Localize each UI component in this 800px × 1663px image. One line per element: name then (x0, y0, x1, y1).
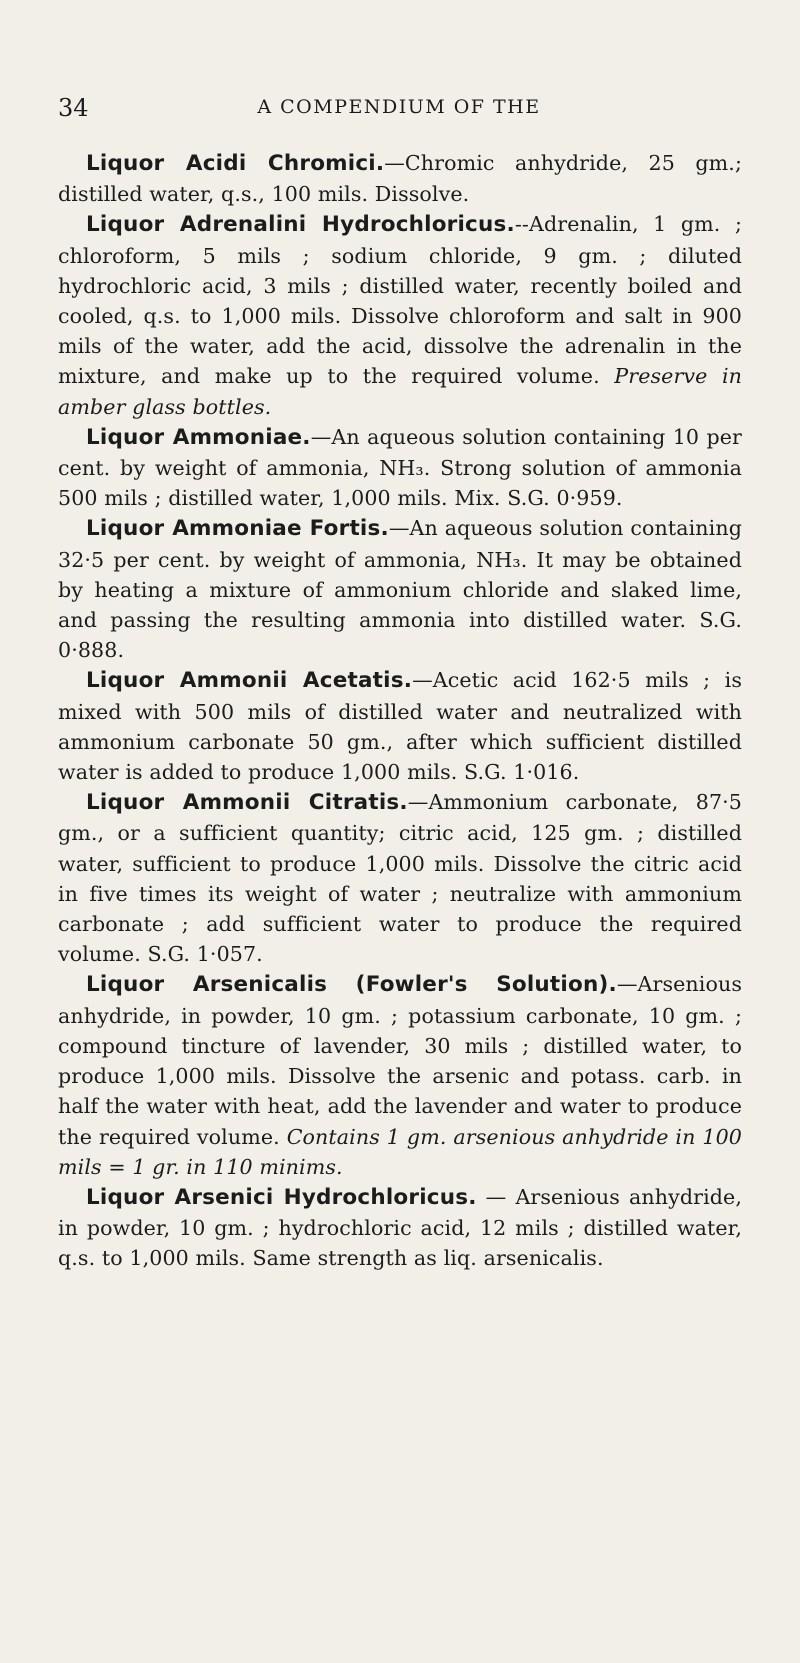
entry-liquor-ammonii-acetatis (58, 665, 742, 787)
entry-headword: Liquor Ammoniae Fortis. (86, 516, 389, 542)
entry-liquor-arsenici-hydrochloricus (58, 1182, 742, 1274)
entry-headword: Liquor Arsenici Hydrochloricus. (86, 1184, 477, 1210)
entry-liquor-acidi-chromici (58, 148, 742, 209)
page-number: 34 (58, 94, 89, 122)
entry-text: —Arsenious anhydride, in powder, 10 gm. ; potassium carbonate, 10 gm. ; compound tincture of lavender, 30 mils ; distilled water, to produce 1,000 mils. Dissolve the arsenic and potass. carb. in half the water with heat, add the lavender and water to produce the required volume. (58, 972, 742, 1149)
entry-liquor-adrenalini-hydrochloricus (58, 209, 742, 421)
entry-text: — Arsenious anhydride, in powder, 10 gm. ; hydrochloric acid, 12 mils ; distilled water, q.s. to 1,000 mils. Same strength as liq. arsenicalis. (58, 1184, 742, 1271)
entry-note: Preserve in amber glass bottles. (58, 364, 742, 419)
entry-text: —Acetic acid 162·5 mils ; is mixed with 500 mils of distilled water and neutralized with ammonium carbonate 50 gm., after which sufficient distilled water is added to produce 1,000 mils. S.G. 1·016. (58, 668, 742, 785)
running-head (58, 94, 740, 122)
entry-text: —An aqueous solution containing 10 per cent. by weight of ammonia, NH₃. Strong solution of ammonia 500 mils ; distilled water, 1,000 mils. Mix. S.G. 0·959. (58, 424, 742, 511)
entry-liquor-ammonii-citratis (58, 787, 742, 969)
entry-headword: Liquor Ammonii Acetatis. (86, 668, 413, 694)
body-text (58, 148, 742, 1274)
entry-liquor-arsenicalis (58, 969, 742, 1181)
entry-liquor-ammoniae (58, 422, 742, 514)
entry-note: Contains 1 gm. arsenious anhydride in 100 mils = 1 gr. in 110 minims. (58, 1124, 742, 1179)
entry-text: —An aqueous solution containing 32·5 per cent. by weight of ammonia, NH₃. It may be obtained by heating a mixture of ammonium chloride and slaked lime, and passing the resulting ammonia into distilled water. S.G. 0·888. (58, 516, 742, 663)
running-title: A COMPENDIUM OF THE (257, 96, 541, 118)
entry-liquor-ammoniae-fortis (58, 513, 742, 665)
entry-headword: Liquor Ammonii Citratis. (86, 790, 408, 816)
entry-headword: Liquor Ammoniae. (86, 424, 311, 450)
entry-headword: Liquor Adrenalini Hydrochloricus. (86, 212, 515, 238)
entry-text: —Chromic anhydride, 25 gm.; distilled water, q.s., 100 mils. Dissolve. (58, 151, 742, 207)
entry-text: —Ammonium carbonate, 87·5 gm., or a sufficient quantity; citric acid, 125 gm. ; distilled water, sufficient to produce 1,000 mils. Dissolve the citric acid in five times its weight of water ; neutralize with ammonium carbonate ; add sufficient water to produce the required volume. S.G. 1·057. (58, 790, 742, 967)
entry-headword: Liquor Arsenicalis (Fowler's Solution). (86, 972, 617, 998)
entry-headword: Liquor Acidi Chromici. (86, 151, 385, 176)
entry-text: --Adrenalin, 1 gm. ; chloroform, 5 mils ; sodium chloride, 9 gm. ; diluted hydrochloric acid, 3 mils ; distilled water, recently boiled and cooled, q.s. to 1,000 mils. Dissolve chloroform and salt in 900 mils of the water, add the acid, dissolve the adrenalin in the mixture, and make up to the required volume. (58, 212, 742, 389)
